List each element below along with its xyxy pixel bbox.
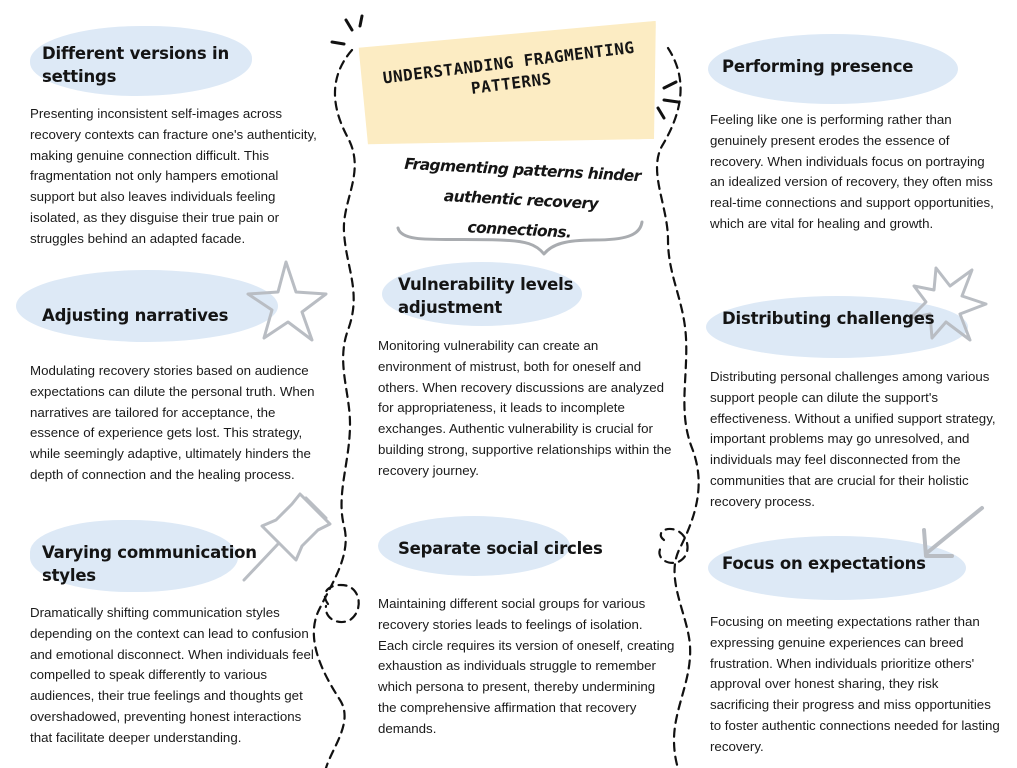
heading-performing-presence: Performing presence	[722, 57, 914, 76]
body-vulnerability: Monitoring vulnerability can create an environment of mistrust, both for oneself and others. When recovery discussions are analyzed for appropriateness, it leads to incomplete exchanges. Authentic vulnerability is crucial for building strong, supportive relationships within the recovery journey.	[378, 338, 672, 478]
body-varying-styles: Dramatically shifting communication styles depending on the context can lead to confusion and emotional disconnect. When individuals feel compelled to speak differently to various audiences, their true feelings and thoughts get overshadowed, preventing honest interactions that facilitate deeper understanding.	[30, 605, 314, 745]
heading-vulnerability: Vulnerability levels adjustment	[398, 275, 574, 317]
heading-different-versions: Different versions in settings	[42, 44, 230, 86]
dashed-loop-right	[659, 529, 687, 563]
heading-adjusting-narratives: Adjusting narratives	[42, 306, 229, 325]
body-social-circles: Maintaining different social groups for various recovery stories leads to feelings of isolation. Each circle requires its version of oneself, creating exhaustion as individuals struggle to remember which persona to present, thereby undermining the comprehensive affirmation that recovery demands.	[378, 596, 675, 736]
body-adjusting-narratives: Modulating recovery stories based on audience expectations can dilute the personal truth. When narratives are tailored for acceptance, the essence of experience gets lost. This strategy, while seemingly adaptive, ultimately hinders the depth of connection and the healing process.	[30, 363, 315, 482]
heading-focus-expectations: Focus on expectations	[722, 554, 926, 573]
body-performing-presence: Feeling like one is performing rather than genuinely present erodes the essence of recovery. When individuals focus on portraying an idealized version of recovery, they often miss real-time connections and support opportunities, which are vital for healing and growth.	[710, 112, 994, 231]
body-distributing-challenges: Distributing personal challenges among various support people can dilute the support's effectiveness. Without a unified support strategy, important problems may go unresolved, and individuals may feel disconnected from the communities that are crucial for their holistic recovery process.	[710, 369, 996, 509]
body-different-versions: Presenting inconsistent self-images across recovery contexts can fracture one's authenticity, making genuine connection difficult. This fragmentation not only hampers emotional support but also leaves individuals feeling isolated, as they disguise their true pain or struggles behind an adapted facade.	[30, 106, 317, 246]
page-subtitle: Fragmenting patterns hinder authentic recovery connections.	[403, 154, 642, 242]
page-title: UNDERSTANDING FRAGMENTING PATTERNS	[381, 37, 636, 98]
body-focus-expectations: Focusing on meeting expectations rather than expressing genuine experiences can breed frustration. When individuals prioritize others' approval over honest sharing, they risk sacrificing their progress and miss opportunities to foster authentic connections needed for lasting recovery.	[710, 614, 1000, 754]
dashed-loop-left	[325, 585, 359, 622]
heading-distributing-challenges: Distributing challenges	[722, 309, 935, 328]
heading-social-circles: Separate social circles	[398, 539, 603, 558]
heading-varying-styles: Varying communication styles	[42, 543, 257, 585]
